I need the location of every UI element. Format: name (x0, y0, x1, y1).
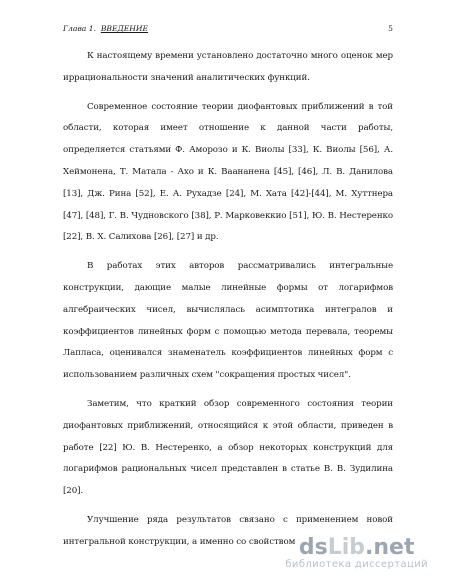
dslib-watermark (285, 537, 428, 570)
page-number: 5 (388, 24, 393, 33)
paragraph-1: К настоящему времени установлено достаточно много оценок мер иррациональности значений аналитических функций. (63, 51, 393, 83)
chapter-prefix: Глава 1. (63, 24, 96, 33)
logo-lib: Lib (327, 535, 366, 560)
paragraph-3: В работах этих авторов рассматривались интегральные конструкции, дающие малые линейные формы от логарифмов алгебраических чисел, вычислялась асимптотика интегралов и коэффициентов линейных форм с помощью метода перевала, теоремы Лапласа, оценивался знаменатель коэффициентов линейных форм с использованием различных схем "сокращения простых чисел". (63, 261, 393, 381)
paragraph-4: Заметим, что краткий обзор современного состояния теории диофантовых приближений, относящийся к этой области, приведен в работе [22] Ю. В. Нестеренко, а обзор некоторых конструкций для логарифмов рациональных чисел представлен в статье В. В. Зудилина [20]. (63, 398, 393, 497)
chapter-heading (63, 24, 148, 33)
chapter-title: ВВЕДЕНИЕ (100, 24, 149, 33)
paragraph-5: Улучшение ряда результатов связано с применением новой интегральной конструкции, а именно со свойством (63, 514, 393, 547)
logo-ds: ds (298, 535, 328, 560)
watermark-logo (285, 537, 428, 559)
document-body (63, 46, 393, 561)
paragraph-2: Современное состояние теории диофантовых приближений в той области, которая имеет отношение к данной части работы, определяется статьями Ф. Аморозо и К. Виолы [33], К. Виолы [56], А. Хеймонена, Т. Матала - Ахо и К. Ваананена [45], [46], Л. В. Даниловa [13], Дж. Рина [52], Е. А. Рухадзе [24], М. Хата [42]-[44], М. Хуттнера [47], [48], Г. В. Чудновского [38], Р. Марковеккио [51], Ю. В. Нестеренко [22], В. Х. Салихова [26], [27] и др. (63, 101, 393, 243)
logo-net: .net (365, 535, 415, 560)
watermark-subtitle: библиотека диссертаций (285, 559, 428, 570)
